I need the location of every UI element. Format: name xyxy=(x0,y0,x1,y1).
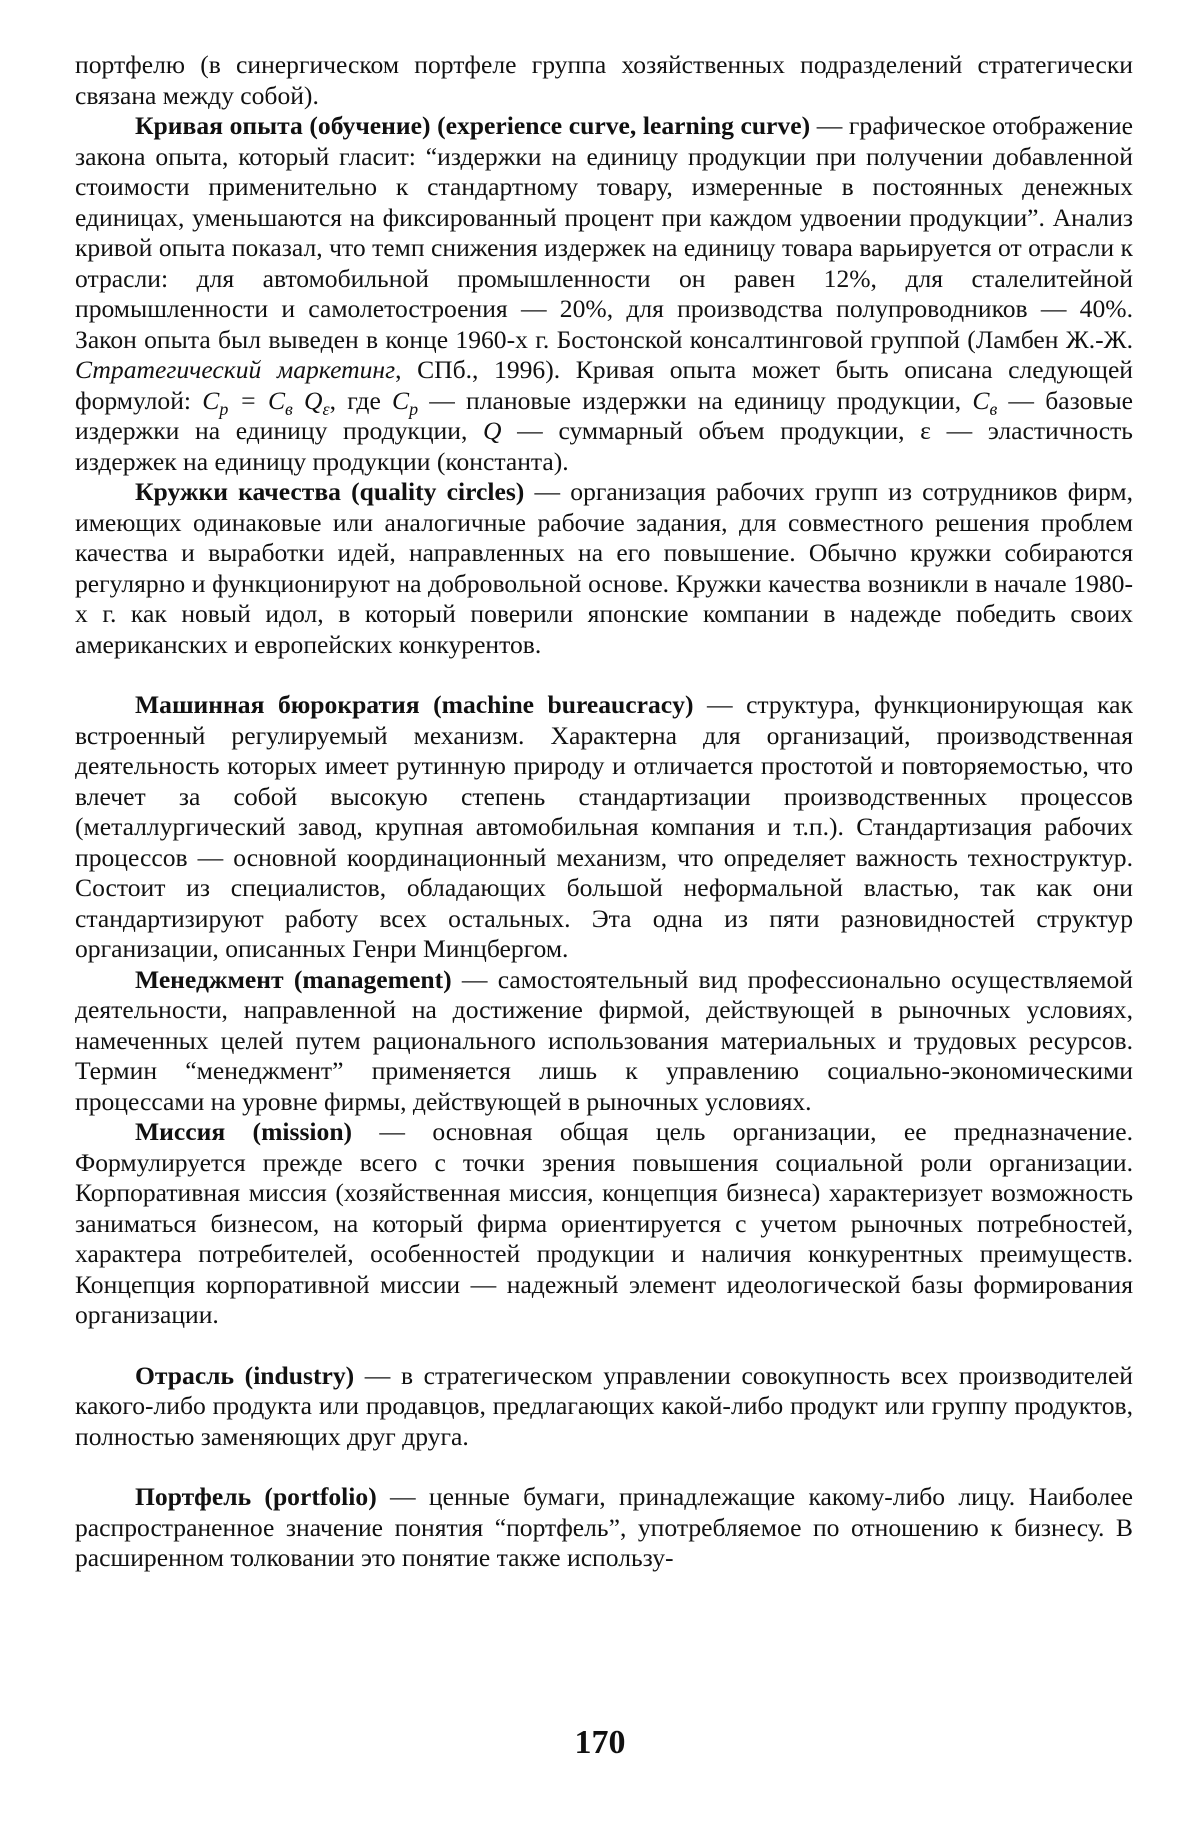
entry-portfolio xyxy=(75,1482,1133,1574)
definition-text: — графическое отображение закона опыта, который гласит: “издержки на единицу продукции при получении добавленной стоимости применительно к стандартному товару, измеренные в постоянных денежных единицах, уменьшаются на фиксированный процент при каждом удвоении продукции”. Анализ кривой опыта показал, что темп снижения издержек на единицу товара варьируется от отрасли к отрасли: для автомобильной промышленности он равен 12%, для сталелитейной промышленности и самолетостроения — 20%, для производства полупроводников — 40%. Закон опыта был выведен в конце 1960-х г. Бостонской консалтинговой группой (Ламбен Ж.-Ж. xyxy=(75,111,1133,354)
definition-text: — базовые издержки на единицу продукции, xyxy=(75,385,1134,445)
definition-text: — плановые издержки на единицу продукции, xyxy=(418,385,973,415)
term-management: Менеджмент (management) xyxy=(135,964,452,994)
definition-text: — в стратегическом управлении совокупность всех производителей какого-либо продукта или продавцов, предлагающих какой-либо продукт или группу продуктов, полностью заменяющих друг друга. xyxy=(75,1360,1133,1451)
formula: $C_p = C_в$ $Q_\varepsilon$ xyxy=(202,385,330,419)
intro-paragraph xyxy=(75,50,1133,111)
definition-text: — структура, функционирующая как встроенный регулируемый механизм. Характерна для организаций, производственная деятельность которых имеет рутинную природу и отличается простотой и повторяемостью, что влечет за собой высокую степень стандартизации производственных процессов (металлургический завод, крупная автомобильная компания и т.п.). Стандартизация рабочих процессов — основной координационный механизм, что определяет важность техноструктур. Состоит из специалистов, обладающих большой неформальной властью, так как они стандартизируют работу всех остальных. Эта одна из пяти разновидностей структур организации, описанных Генри Минцбергом. xyxy=(75,690,1133,963)
page-text xyxy=(75,50,1133,1574)
definition-text: , где xyxy=(329,385,393,415)
entry-industry xyxy=(75,1361,1133,1453)
term-mission: Миссия (mission) xyxy=(135,1117,353,1146)
definition-text: — суммарный объем продукции, ε — эластичность издержек на единицу продукции (константа). xyxy=(75,416,1133,476)
spacer xyxy=(75,660,1133,690)
entry-quality-circles xyxy=(75,477,1133,660)
spacer xyxy=(75,1452,1133,1482)
entry-management xyxy=(75,965,1133,1118)
definition-text: — самостоятельный вид профессионально осуществляемой деятельности, направленной на достижение фирмой, действующей в рыночных условиях, намеченных целей путем рационального использования материальных и трудовых ресурсов. Термин “менеджмент” применяется лишь к управлению социально-экономическими процессами на уровне фирмы, действующей в рыночных условиях. xyxy=(75,964,1133,1116)
spacer xyxy=(75,1331,1133,1361)
definition-text: — ценные бумаги, принадлежащие какому-либо лицу. Наиболее распространенное значение понятия “портфель”, употребляемое по отношению к бизнесу. В расширенном толковании это понятие также использу- xyxy=(75,1482,1133,1572)
symbol-cb: $C_в$ xyxy=(972,385,998,419)
term-machine-bureaucracy: Машинная бюрократия (machine bureaucracy) xyxy=(135,690,694,719)
entry-mission xyxy=(75,1117,1133,1331)
definition-text: — организация рабочих групп из сотрудников фирм, имеющих одинаковые или аналогичные рабочие задания, для совместного решения проблем качества и выработки идей, направленных на его повышение. Обычно кружки собираются регулярно и функционируют на добровольной основе. Кружки качества возникли в начале 1980-х г. как новый идол, в который поверили японские компании в надежде победить своих американских и европейских конкурентов. xyxy=(75,477,1133,659)
definition-text: , СПб., 1996). Кривая опыта может быть описана следующей формулой: xyxy=(75,355,1133,415)
definition-text: — основная общая цель организации, ее предназначение. Формулируется прежде всего с точки зрения повышения социальной роли организации. Корпоративная миссия (хозяйственная миссия, концепция бизнеса) характеризует возможность заниматься бизнесом, на который фирма ориентируется с учетом рыночных потребностей, характера потребителей, особенностей продукции и наличия конкурентных преимуществ. Концепция корпоративной миссии — надежный элемент идеологической базы формирования организации. xyxy=(75,1117,1133,1329)
entry-experience-curve xyxy=(75,111,1133,477)
term-industry: Отрасль (industry) xyxy=(135,1360,355,1390)
symbol-cp: $C_p$ xyxy=(392,385,419,419)
term-portfolio: Портфель (portfolio) xyxy=(135,1482,377,1511)
symbol-q: Q xyxy=(483,416,502,445)
term-quality-circles: Кружки качества (quality circles) xyxy=(135,477,525,506)
book-title: Стратегический маркетинг xyxy=(75,355,396,384)
intro-text: портфелю (в синергическом портфеле группа хозяйственных подразделений стратегически связана между собой). xyxy=(75,50,1133,110)
term-experience-curve: Кривая опыта (обучение) (experience curve, learning curve) xyxy=(135,111,811,140)
entry-machine-bureaucracy xyxy=(75,690,1133,965)
page-number: 170 xyxy=(574,1724,626,1761)
